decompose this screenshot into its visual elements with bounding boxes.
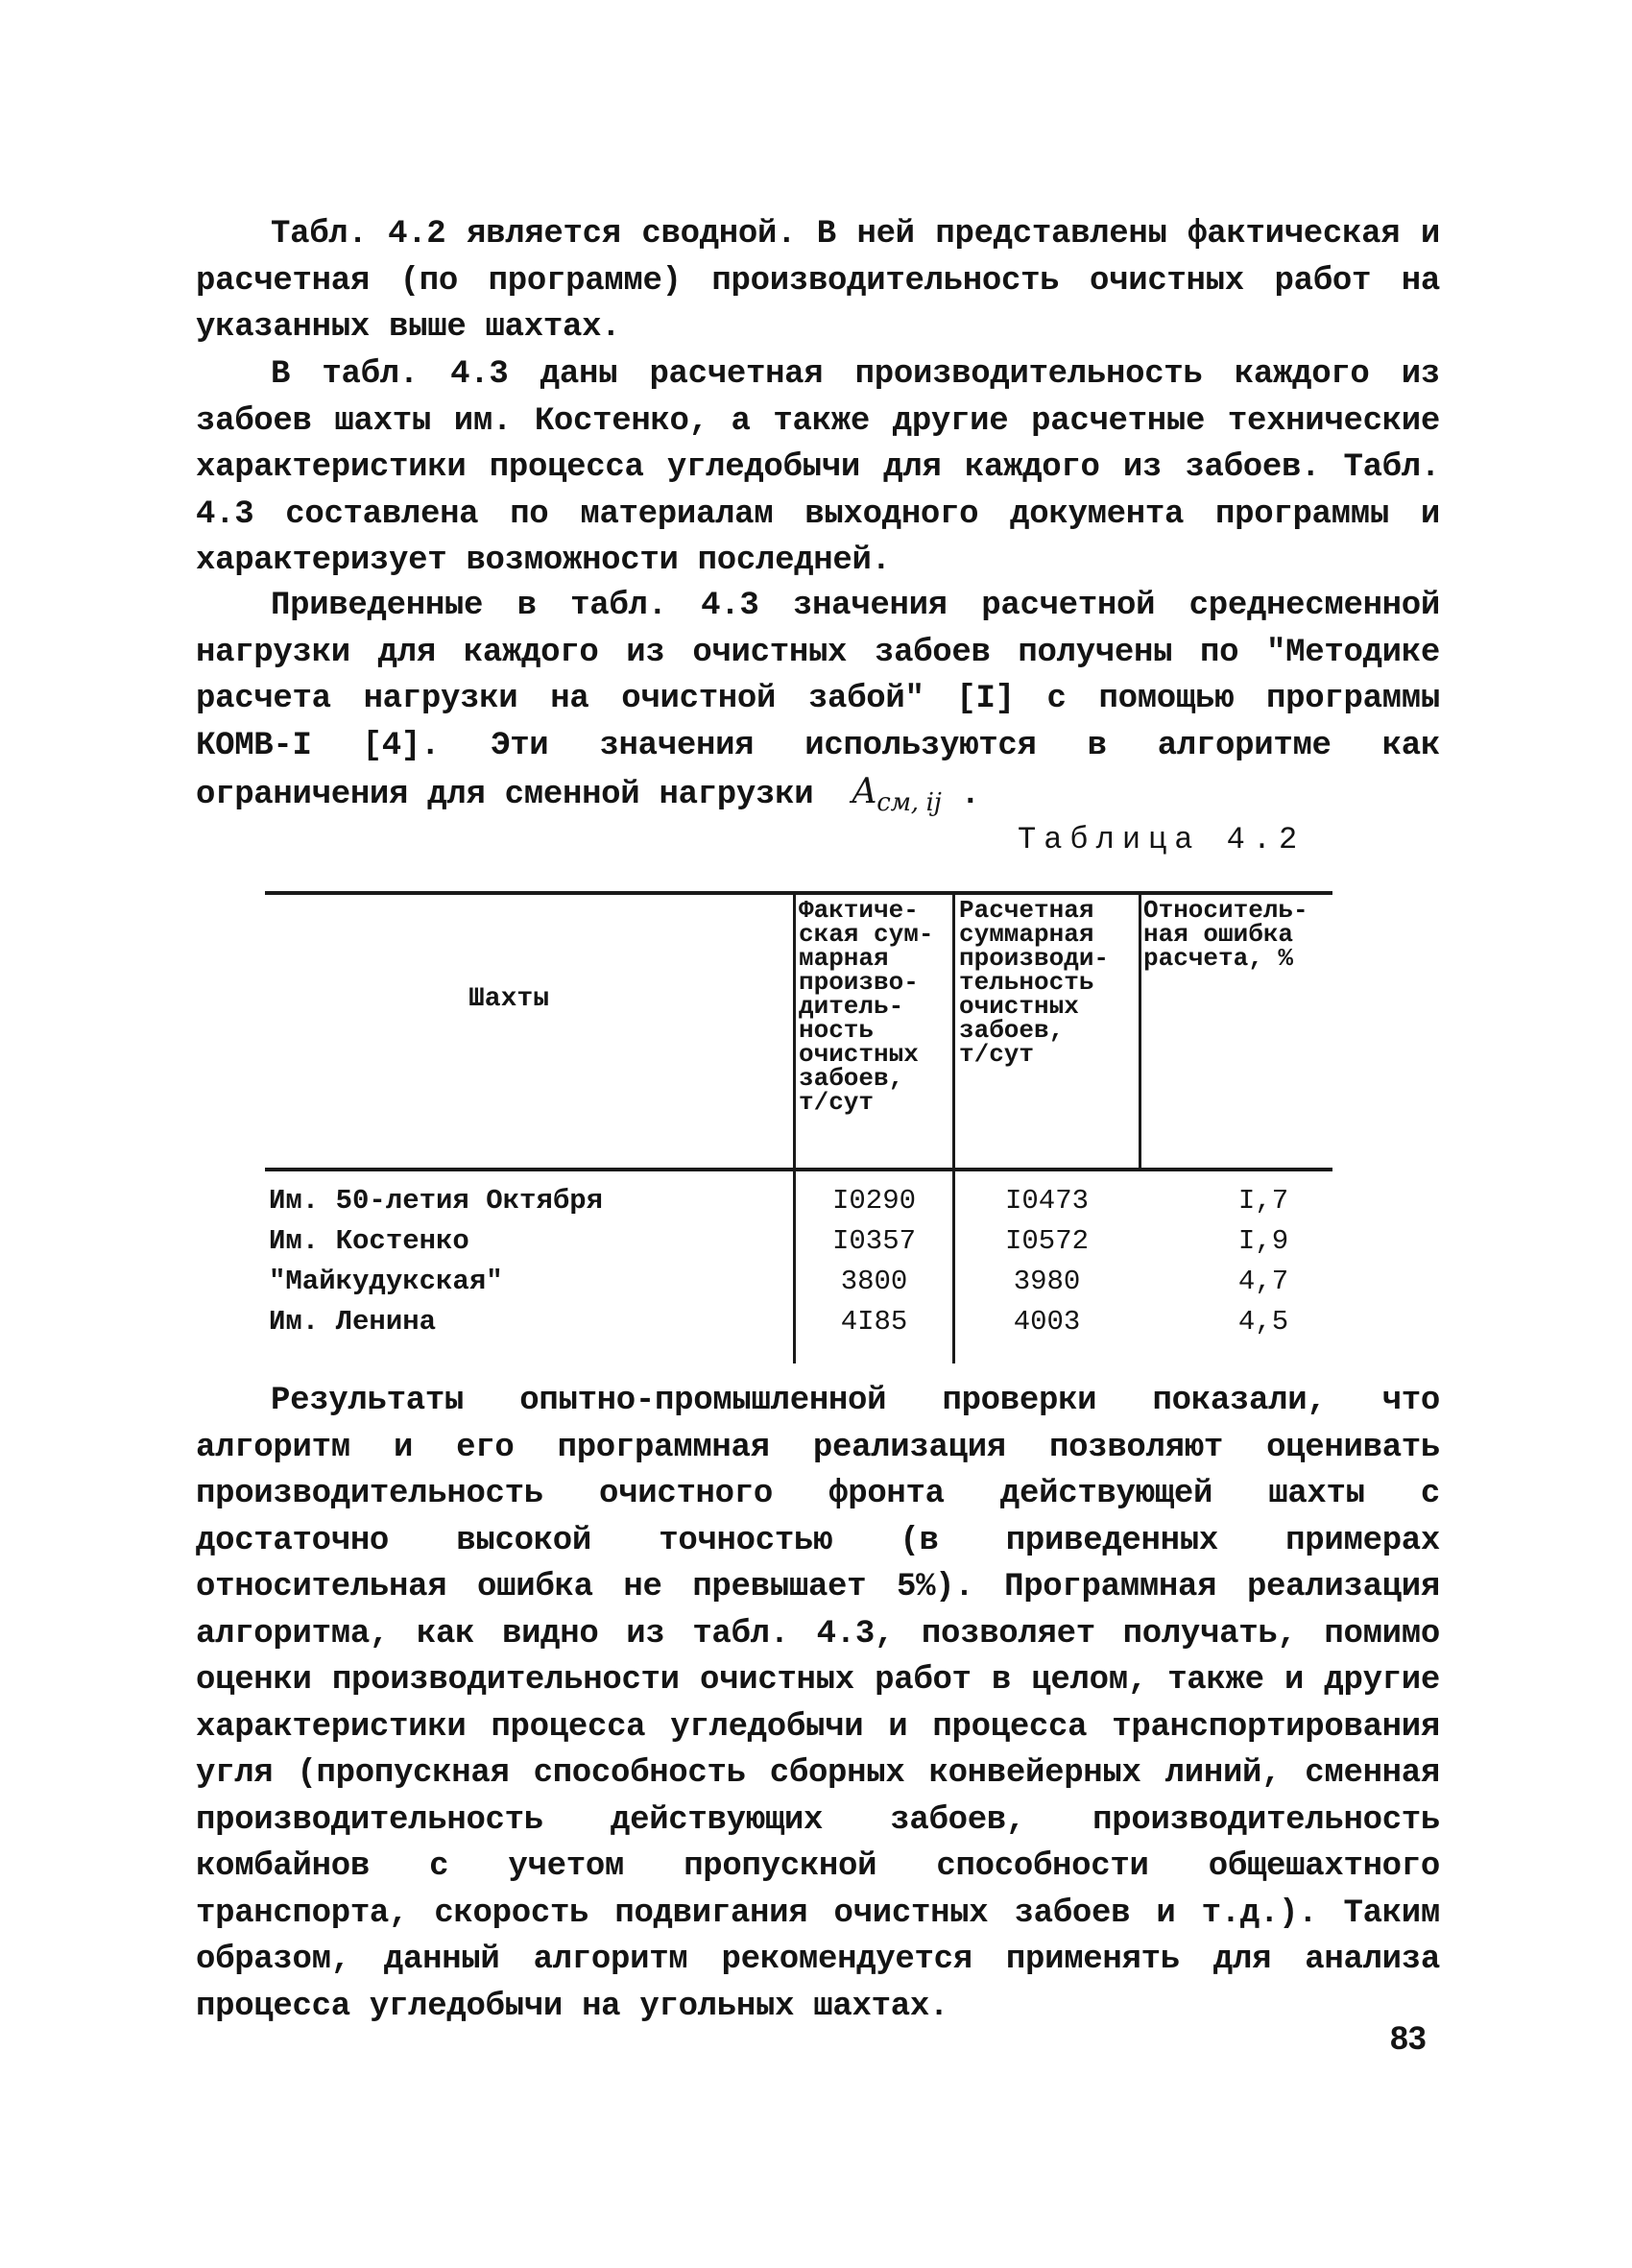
- row-error: I,9: [1237, 1225, 1289, 1257]
- row-mine: Им. 50-летия Октября: [269, 1185, 604, 1217]
- row-error: 4,7: [1237, 1266, 1289, 1297]
- row-calculated: I0473: [1004, 1185, 1089, 1217]
- paragraph-2: В табл. 4.3 даны расчетная производительность каждого из забоев шахты им. Костенко, а также другие расчетные технические характеристики процесса угледобычи для каждого из забоев. Табл. 4.3 составлена по материалам выходного документа программы и характеризует возможности последней.: [196, 356, 1440, 579]
- table-column-divider-3: [1139, 891, 1141, 1170]
- row-calculated: I0572: [1004, 1225, 1089, 1257]
- table-header-calculated: Расчетная суммарная производи- тельность очистных забоев, т/сут: [959, 896, 1110, 1069]
- row-error: 4,5: [1237, 1306, 1289, 1338]
- load-formula: [852, 772, 942, 818]
- row-actual: I0290: [831, 1185, 916, 1217]
- table-caption: Таблица 4.2: [1018, 822, 1306, 857]
- row-calculated: 3980: [1013, 1266, 1081, 1297]
- paragraph-3: [196, 583, 1440, 827]
- table-header-actual: Фактиче- ская сум- марная произво- дитель- ность очистных забоев, т/сут: [799, 896, 934, 1117]
- table-header-rule: [265, 1168, 1332, 1171]
- formula-base: A: [852, 772, 877, 811]
- paragraph-3-text: Приведенные в табл. 4.3 значения расчетной среднесменной нагрузки для каждого из очистных забоев получены по "Методике расчета нагрузки на очистной забой" [I] с помощью программы КОМВ-I [4]. Эти значения используются в алгоритме как ограничения для сменной нагрузки: [196, 588, 1440, 813]
- paragraph-3-end: .: [941, 777, 980, 813]
- table-top-rule: [265, 891, 1332, 895]
- row-mine: "Майкудукская": [269, 1266, 503, 1297]
- row-mine: Им. Ленина: [269, 1306, 437, 1338]
- paragraph-4: Результаты опытно-промышленной проверки показали, что алгоритм и его программная реализация позволяют оценивать производительность очистного фронта действующей шахты с достаточно высокой точностью (в приведенных примерах относительная ошибка не превышает 5%). Программная реализация алгоритма, как видно из табл. 4.3, позволяет получать, помимо оценки производительности очистных работ в целом, также и другие характеристики процесса угледобычи и процесса транспортирования угля (пропускная способность сборных конвейерных линий, сменная производительность действующих забоев, производительность комбайнов с учетом пропускной способности общешахтного транспорта, скорость подвигания очистных забоев и т.д.). Таким образом, данный алгоритм рекомендуется применять для анализа процесса угледобычи на угольных шахтах.: [196, 1383, 1440, 2025]
- table-4-2: [265, 891, 1332, 1363]
- row-actual: 3800: [840, 1266, 908, 1297]
- formula-subscript: см, ij: [876, 788, 942, 818]
- row-error: I,7: [1237, 1185, 1289, 1217]
- row-actual: 4I85: [840, 1306, 908, 1338]
- row-actual: I0357: [831, 1225, 916, 1257]
- page-number: 83: [1390, 2020, 1427, 2057]
- table-header-error: Относитель- ная ошибка расчета, %: [1143, 896, 1308, 973]
- table-header-mines: Шахты: [468, 984, 550, 1014]
- row-mine: Им. Костенко: [269, 1225, 469, 1257]
- paragraph-1: Табл. 4.2 является сводной. В ней представлены фактическая и расчетная (по программе) производительность очистных работ на указанных выше шахтах.: [196, 216, 1440, 346]
- row-calculated: 4003: [1013, 1306, 1081, 1338]
